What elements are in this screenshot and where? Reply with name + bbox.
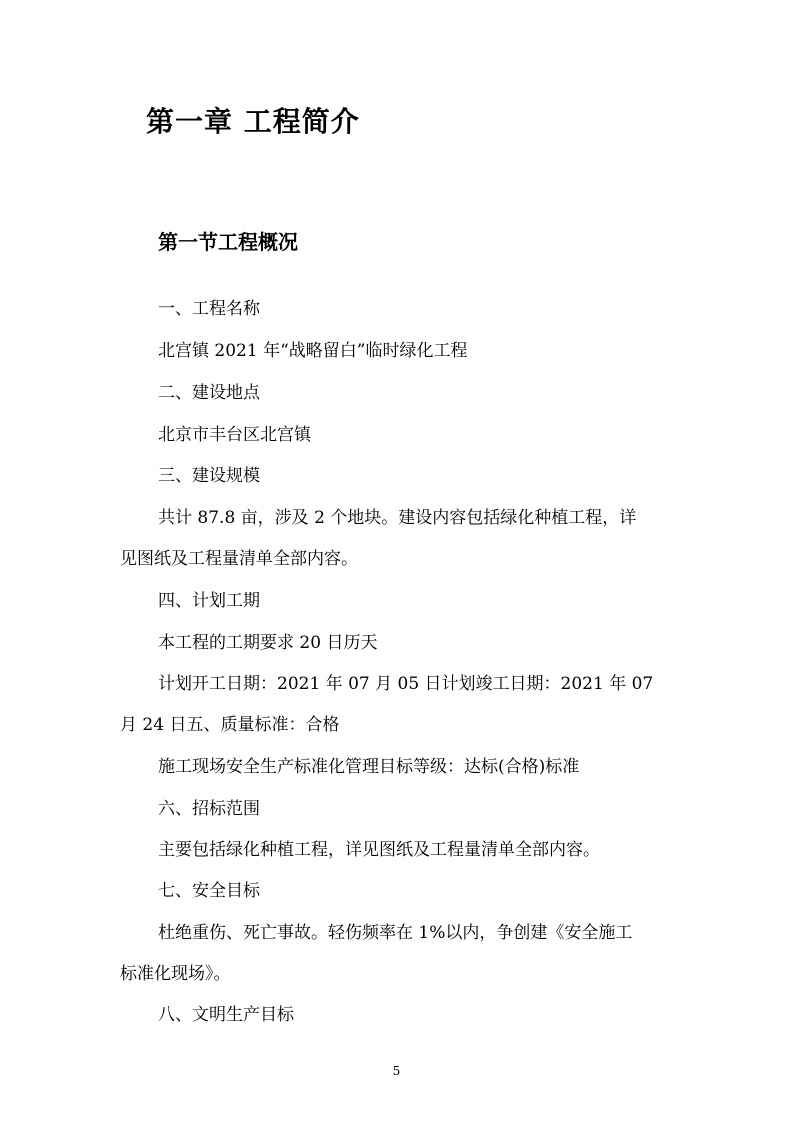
heading-civilized-production: 八、文明生产目标 [158,1005,294,1025]
paragraph-location: 北京市丰台区北宫镇 [158,425,311,445]
paragraph-safety-target-line-1: 杜绝重伤、死亡事故。轻伤频率在 1%以内，争创建《安全施工 [158,923,633,943]
paragraph-scale-line-2: 见图纸及工程量清单全部内容。 [120,549,358,569]
paragraph-safety-level: 施工现场安全生产标准化管理目标等级：达标(合格)标准 [158,757,580,777]
paragraph-bid-scope: 主要包括绿化种植工程，详见图纸及工程量清单全部内容。 [158,840,600,860]
paragraph-schedule-dates-line-2: 月 24 日五、质量标准：合格 [120,715,340,735]
chapter-title: 第一章 工程简介 [146,105,360,138]
heading-project-name: 一、工程名称 [158,299,260,319]
heading-schedule: 四、计划工期 [158,591,260,611]
paragraph-scale-line-1: 共计 87.8 亩，涉及 2 个地块。建设内容包括绿化种植工程，详 [158,508,637,528]
heading-safety-target: 七、安全目标 [158,881,260,901]
paragraph-project-name: 北宫镇 2021 年“战略留白”临时绿化工程 [158,341,468,361]
heading-scale: 三、建设规模 [158,466,260,486]
paragraph-safety-target-line-2: 标准化现场》。 [120,964,231,984]
heading-bid-scope: 六、招标范围 [158,799,260,819]
heading-location: 二、建设地点 [158,383,260,403]
paragraph-schedule-duration: 本工程的工期要求 20 日历天 [158,633,378,653]
paragraph-schedule-dates-line-1: 计划开工日期：2021 年 07 月 05 日计划竣工日期：2021 年 07 [158,674,654,694]
section-title: 第一节工程概况 [158,230,298,254]
page-number: 5 [392,1064,401,1078]
